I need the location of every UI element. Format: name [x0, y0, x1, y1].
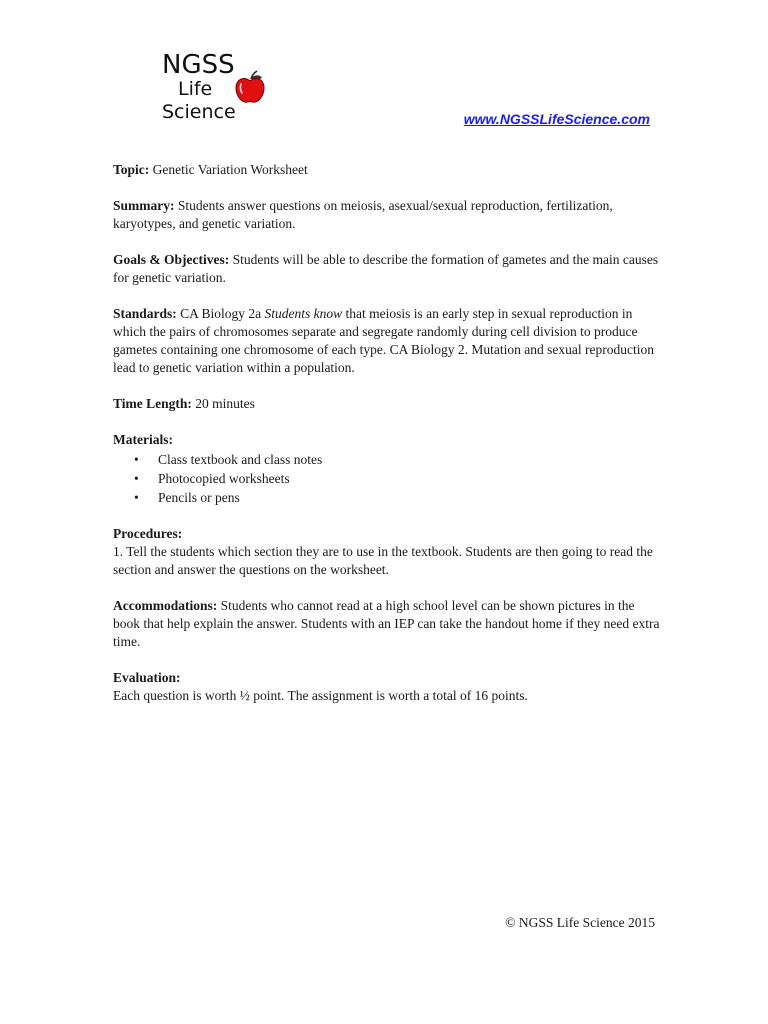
time-length-section: [113, 395, 663, 413]
topic-label: Topic:: [113, 162, 150, 177]
logo-line-science: Science: [162, 101, 236, 123]
topic-text: Genetic Variation Worksheet: [149, 162, 308, 177]
topic-section: [113, 161, 663, 179]
standards-section: [113, 305, 663, 377]
evaluation-section: [113, 669, 663, 705]
time-length-text: 20 minutes: [191, 396, 255, 411]
summary-label: Summary:: [113, 198, 175, 213]
list-item: • Pencils or pens: [158, 488, 663, 507]
summary-section: [113, 197, 663, 233]
logo-line-ngss: NGSS: [162, 50, 235, 80]
accommodations-text: Students who cannot read at a high school level can be shown pictures in the book that help explain the answer. Students with an IEP can take the handout home if they need extra time.: [113, 598, 660, 649]
materials-section: [113, 431, 663, 507]
goals-label: Goals & Objectives:: [113, 252, 230, 267]
accommodations-label: Accommodations:: [113, 598, 218, 613]
materials-list: [113, 450, 663, 507]
standards-italic: Students know: [264, 306, 343, 321]
list-item: • Class textbook and class notes: [158, 450, 663, 469]
copyright-footer: © NGSS Life Science 2015: [505, 915, 655, 930]
time-length-label: Time Length:: [113, 396, 192, 411]
accommodations-section: [113, 597, 663, 651]
website-link[interactable]: www.NGSSLifeScience.com: [463, 111, 650, 127]
standards-label: Standards:: [113, 306, 177, 321]
goals-text: Students will be able to describe the formation of gametes and the main causes for genetic variation.: [113, 252, 659, 285]
lesson-plan-body: [113, 161, 663, 723]
evaluation-text: Each question is worth ½ point. The assignment is worth a total of 16 points.: [113, 688, 528, 703]
summary-text: Students answer questions on meiosis, asexual/sexual reproduction, fertilization, karyotypes, and genetic variation.: [113, 198, 613, 231]
list-item: • Photocopied worksheets: [158, 469, 663, 488]
logo-line-life: Life: [178, 78, 213, 100]
ngss-logo: [158, 48, 268, 130]
materials-label: Materials:: [113, 432, 173, 447]
standards-text-before: CA Biology 2a: [176, 306, 265, 321]
standards-text-after: that meiosis is an early step in sexual reproduction in which the pairs of chromosomes separate and segregate randomly during cell division to produce gametes containing one chromosome of each type. CA Biology 2. Mutation and sexual reproduction lead to genetic variation within a population.: [113, 306, 655, 375]
procedures-label: Procedures:: [113, 526, 183, 541]
procedures-text: 1. Tell the students which section they are to use in the textbook. Students are then going to read the section and answer the questions on the worksheet.: [113, 544, 653, 577]
goals-section: [113, 251, 663, 287]
procedures-section: [113, 525, 663, 579]
apple-icon: [234, 70, 266, 104]
evaluation-label: Evaluation:: [113, 670, 181, 685]
